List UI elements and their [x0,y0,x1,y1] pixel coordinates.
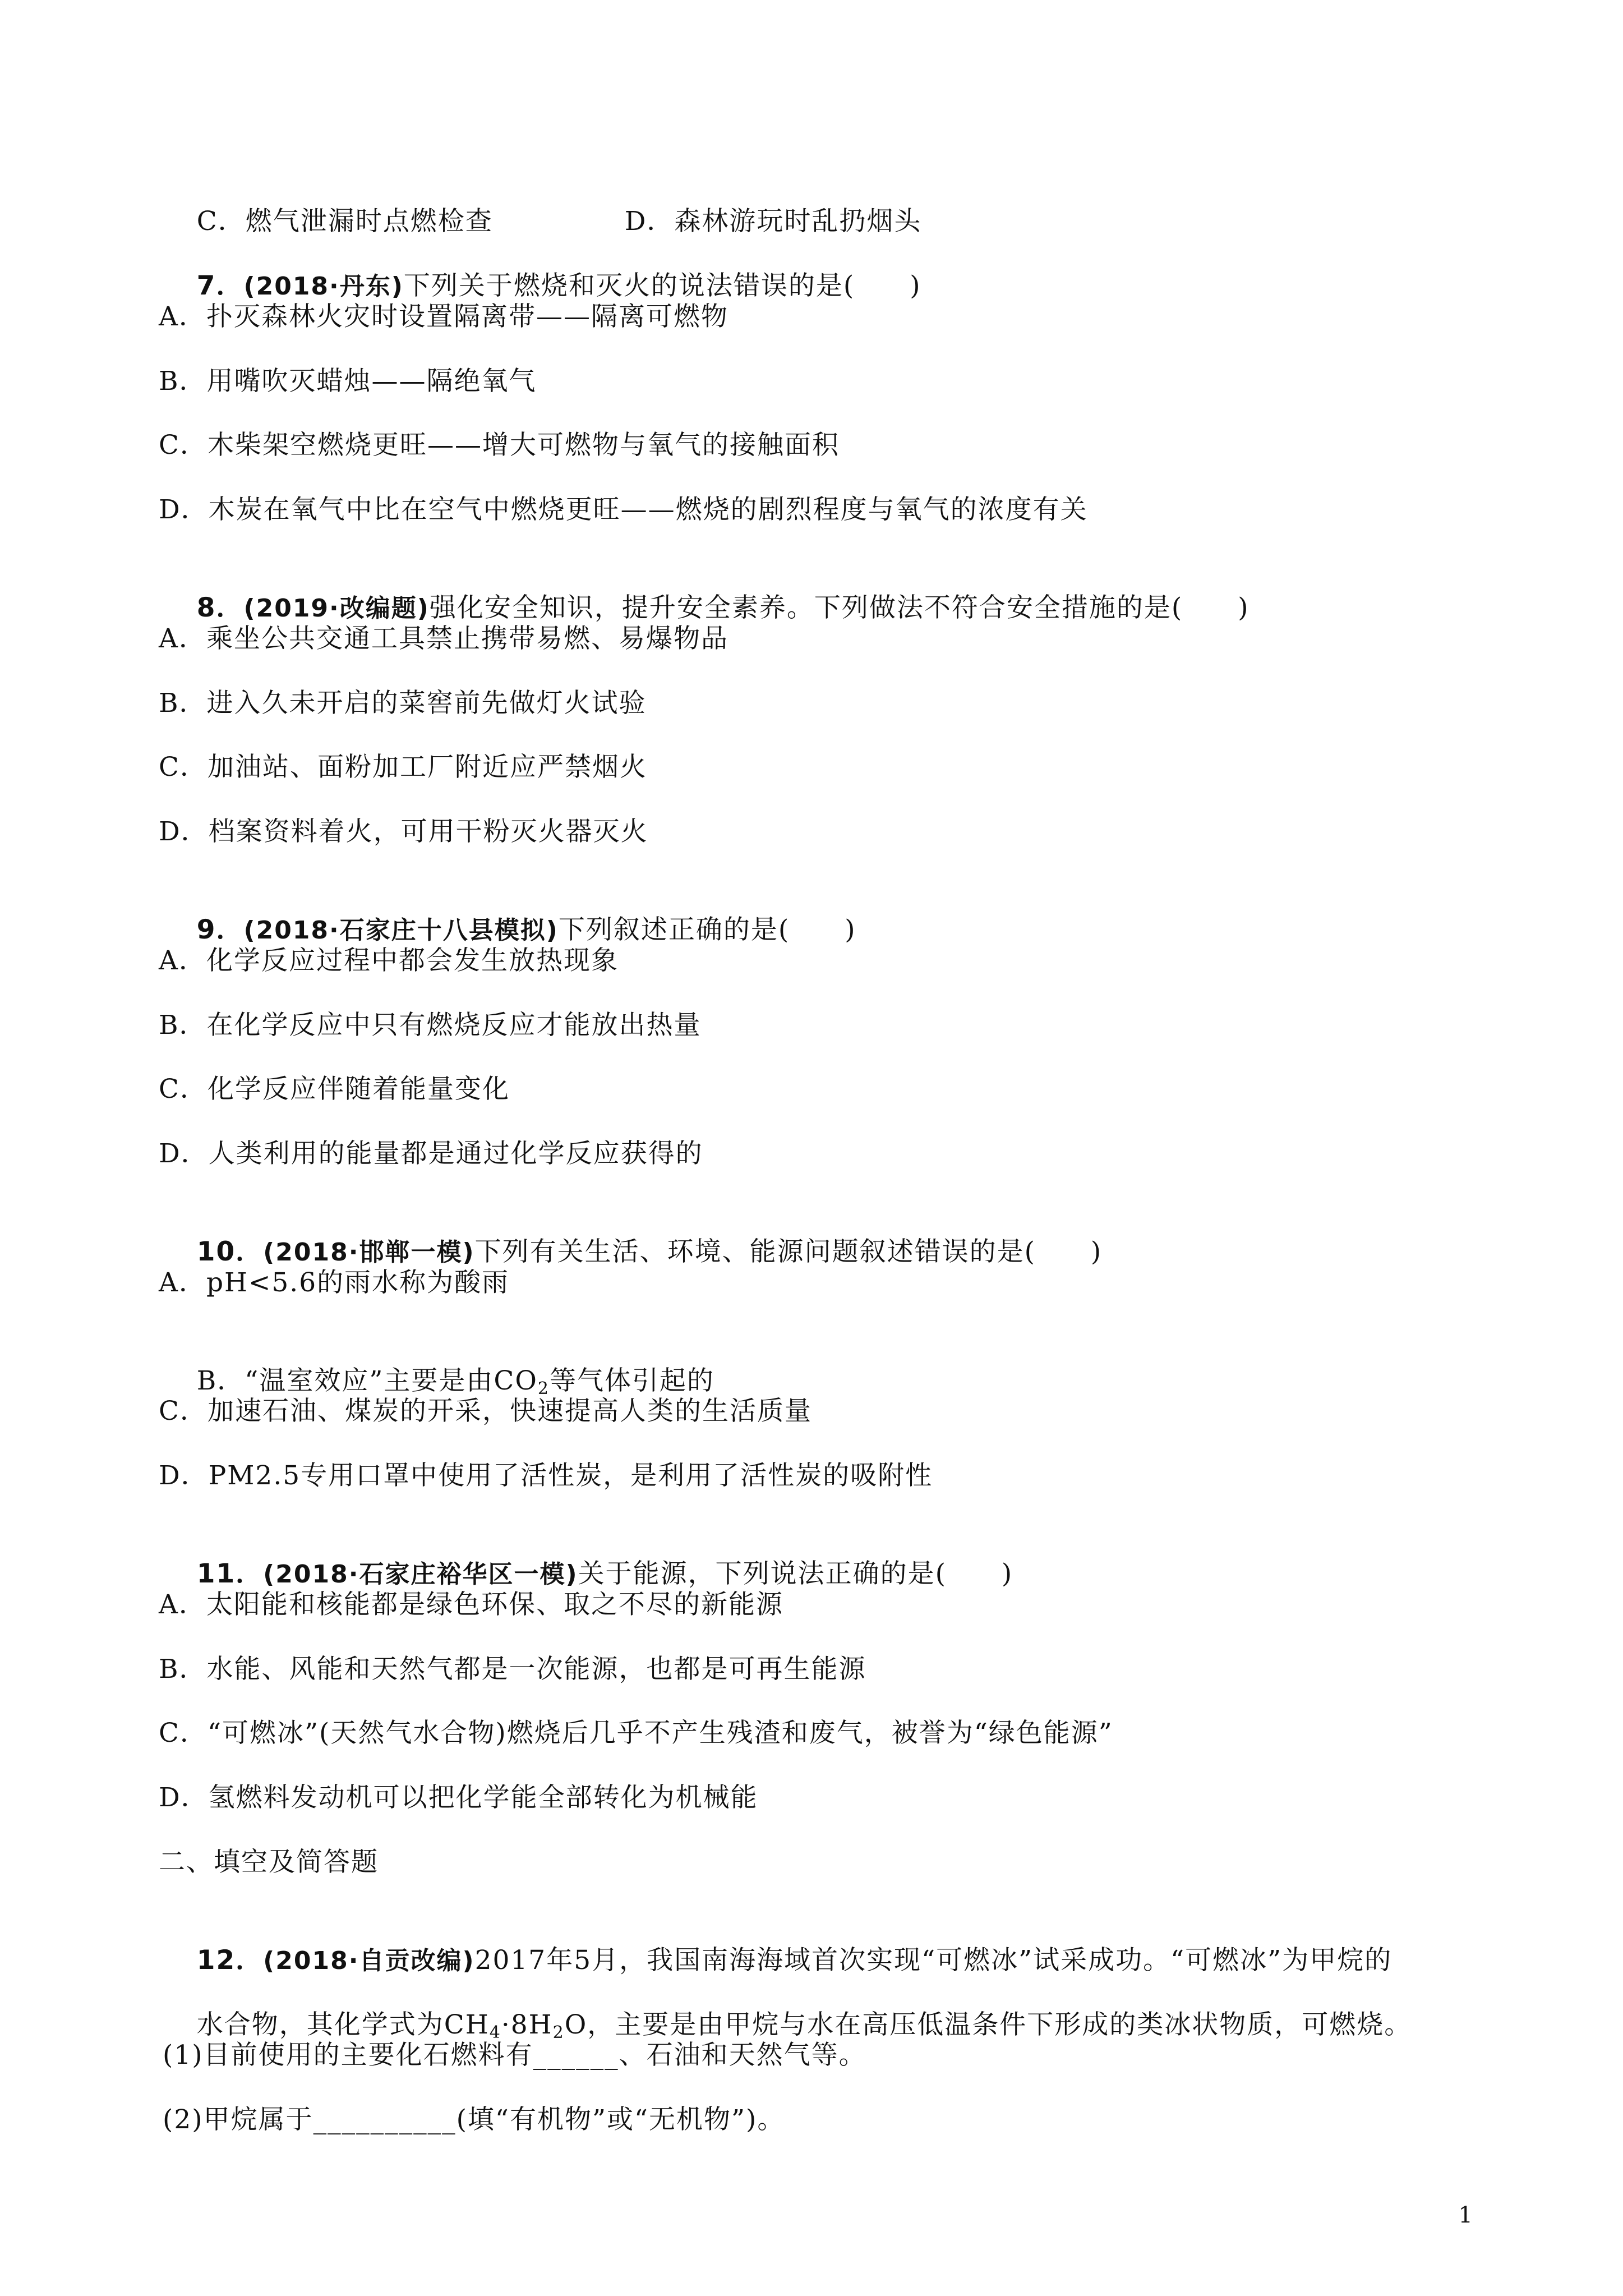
q12-subscript-2: 2 [552,2023,565,2042]
q7-option-d: D．木炭在氧气中比在空气中燃烧更旺——燃烧的剧烈程度与氧气的浓度有关 [159,494,1088,525]
q9-option-d: D．人类利用的能量都是通过化学反应获得的 [159,1138,703,1169]
q10-source: (2018·邯郸一模) [263,1238,475,1267]
q7-option-a: A．扑灭森林火灾时设置隔离带——隔离可燃物 [159,301,728,332]
q7-number: 7． [196,270,244,301]
q10-option-b-subscript: 2 [537,1379,550,1398]
q9-source: (2018·石家庄十八县模拟) [243,916,559,945]
q12-number: 12． [196,1945,264,1976]
q6-option-d: D．森林游玩时乱扔烟头 [624,206,922,237]
q9-option-a: A．化学反应过程中都会发生放热现象 [159,945,619,976]
q12-sub-question-1: (1)目前使用的主要化石燃料有______、石油和天然气等。 [163,2040,866,2070]
q11-source: (2018·石家庄裕华区一模) [263,1560,578,1589]
q10-option-d: D．PM2.5专用口罩中使用了活性炭，是利用了活性炭的吸附性 [159,1460,933,1491]
q11-number: 11． [196,1558,264,1589]
q11-option-a: A．太阳能和核能都是绿色环保、取之不尽的新能源 [159,1589,783,1620]
q12-text-line2-pre: 水合物，其化学式为CH [196,2009,490,2040]
q9-option-b: B．在化学反应中只有燃烧反应才能放出热量 [159,1010,702,1041]
q12-subscript-4: 4 [489,2023,501,2042]
q8-source: (2019·改编题) [243,594,430,623]
q11-text: 关于能源，下列说法正确的是( ) [578,1558,1013,1589]
q8-option-c: C．加油站、面粉加工厂附近应严禁烟火 [159,752,647,783]
q12-text-line1: 2017年5月，我国南海海域首次实现“可燃冰”试采成功。“可燃冰”为甲烷的 [474,1945,1393,1976]
section-title: 二、填空及简答题 [159,1847,379,1878]
q10-option-b-pre: B．“温室效应”主要是由CO [196,1365,538,1396]
q7-option-b: B．用嘴吹灭蜡烛——隔绝氧气 [159,366,537,397]
q8-text: 强化安全知识，提升安全素养。下列做法不符合安全措施的是( ) [429,592,1249,623]
q10-text: 下列有关生活、环境、能源问题叙述错误的是( ) [474,1236,1103,1267]
q10-option-a: A．pH<5.6的雨水称为酸雨 [159,1267,510,1298]
q6-option-c: C．燃气泄漏时点燃检查 [196,206,493,237]
page-number: 1 [1458,2202,1473,2228]
q12-text-line2-mid: ·8H [501,2009,553,2040]
q12-sub-question-2: (2)甲烷属于__________(填“有机物”或“无机物”)。 [163,2104,785,2135]
q12-source: (2018·自贡改编) [263,1947,475,1975]
q8-option-b: B．进入久未开启的菜窖前先做灯火试验 [159,688,647,719]
q8-number: 8． [196,592,244,623]
q7-text: 下列关于燃烧和灭火的说法错误的是( ) [403,270,921,301]
q11-option-b: B．水能、风能和天然气都是一次能源，也都是可再生能源 [159,1654,866,1685]
q11-option-d: D．氢燃料发动机可以把化学能全部转化为机械能 [159,1782,758,1813]
q8-option-d: D．档案资料着火，可用干粉灭火器灭火 [159,816,648,847]
q9-option-c: C．化学反应伴随着能量变化 [159,1074,510,1105]
q8-option-a: A．乘坐公共交通工具禁止携带易燃、易爆物品 [159,623,728,654]
q10-number: 10． [196,1236,264,1267]
q9-number: 9． [196,914,244,945]
q10-option-c: C．加速石油、煤炭的开采，快速提高人类的生活质量 [159,1396,812,1427]
q7-option-c: C．木柴架空燃烧更旺——增大可燃物与氧气的接触面积 [159,430,840,461]
q7-source: (2018·丹东) [243,272,404,301]
q9-text: 下列叙述正确的是( ) [558,914,856,945]
q12-text-line2-post: O，主要是由甲烷与水在高压低温条件下形成的类冰状物质，可燃烧。 [564,2009,1412,2040]
q11-option-c: C．“可燃冰”(天然气水合物)燃烧后几乎不产生残渣和废气，被誉为“绿色能源” [159,1718,1113,1749]
q10-option-b-post: 等气体引起的 [549,1365,714,1396]
